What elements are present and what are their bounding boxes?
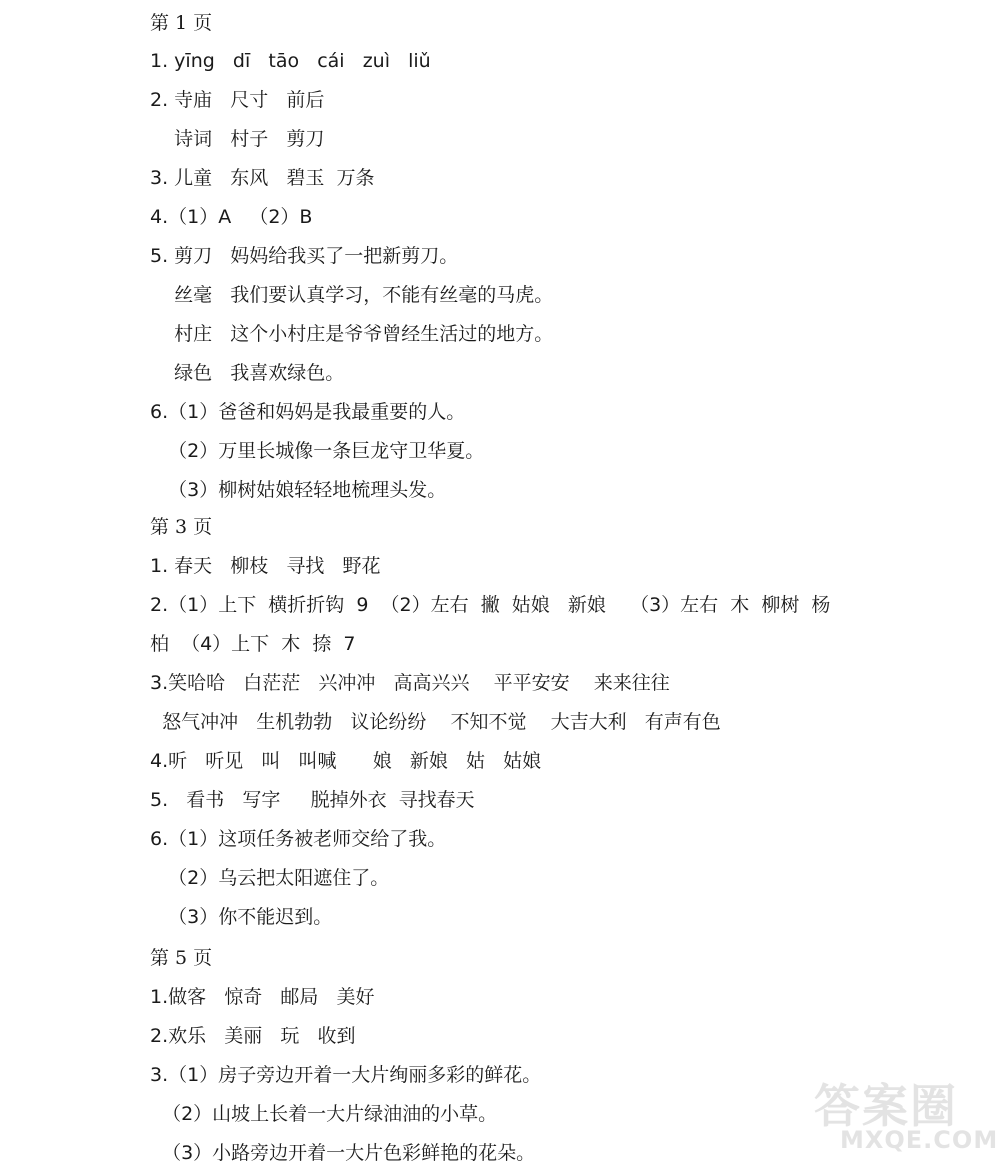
- answer-line: （3）你不能迟到。: [150, 906, 333, 928]
- answer-line: 绿色 我喜欢绿色。: [150, 362, 345, 384]
- answer-line: 村庄 这个小村庄是爷爷曾经生活过的地方。: [150, 323, 554, 345]
- answer-line: 1. yīng dī tāo cái zuì liǔ: [150, 50, 431, 72]
- answer-line: 6.（1）这项任务被老师交给了我。: [150, 828, 447, 850]
- answer-line: 怒气冲冲 生机勃勃 议论纷纷 不知不觉 大吉大利 有声有色: [150, 711, 721, 733]
- page-heading: 第 5 页: [150, 947, 213, 969]
- answer-line: 3.（1）房子旁边开着一大片绚丽多彩的鲜花。: [150, 1064, 542, 1086]
- page-heading: 第 1 页: [150, 12, 213, 34]
- answer-line: 2.（1）上下 横折折钩 9 （2）左右 撇 姑娘 新娘 （3）左右 木 柳树 杨: [150, 594, 831, 616]
- watermark-url: MXQE.COM: [840, 1126, 999, 1154]
- answer-line: （2）万里长城像一条巨龙守卫华夏。: [150, 440, 485, 462]
- answer-line: 丝毫 我们要认真学习，不能有丝毫的马虎。: [150, 284, 554, 306]
- answer-line: 3.笑哈哈 白茫茫 兴冲冲 高高兴兴 平平安安 来来往往: [150, 672, 670, 694]
- answer-line: 2.欢乐 美丽 玩 收到: [150, 1025, 356, 1047]
- answer-line: 4.（1）A （2）B: [150, 206, 313, 228]
- answer-line: 1.做客 惊奇 邮局 美好: [150, 986, 375, 1008]
- answer-line: （2）山坡上长着一大片绿油油的小草。: [150, 1103, 498, 1125]
- answer-line: 6.（1）爸爸和妈妈是我最重要的人。: [150, 401, 466, 423]
- watermark-title: 答案圈: [814, 1079, 958, 1133]
- answer-line: 诗词 村子 剪刀: [150, 128, 325, 150]
- answer-line: 1. 春天 柳枝 寻找 野花: [150, 555, 381, 577]
- answer-line: 3. 儿童 东风 碧玉 万条: [150, 167, 375, 189]
- answer-line: （3）柳树姑娘轻轻地梳理头发。: [150, 479, 447, 501]
- answer-line: 5. 看书 写字 脱掉外衣 寻找春天: [150, 789, 475, 811]
- answer-line: 柏 （4）上下 木 捺 7: [150, 633, 356, 655]
- answer-line: 2. 寺庙 尺寸 前后: [150, 89, 325, 111]
- answer-line: （3）小路旁边开着一大片色彩鲜艳的花朵。: [150, 1142, 536, 1164]
- watermark-logo: [806, 1070, 999, 1162]
- answer-line: 5. 剪刀 妈妈给我买了一把新剪刀。: [150, 245, 459, 267]
- page-heading: 第 3 页: [150, 516, 213, 538]
- answer-line: （2）乌云把太阳遮住了。: [150, 867, 390, 889]
- answer-line: 4.听 听见 叫 叫喊 娘 新娘 姑 姑娘: [150, 750, 542, 772]
